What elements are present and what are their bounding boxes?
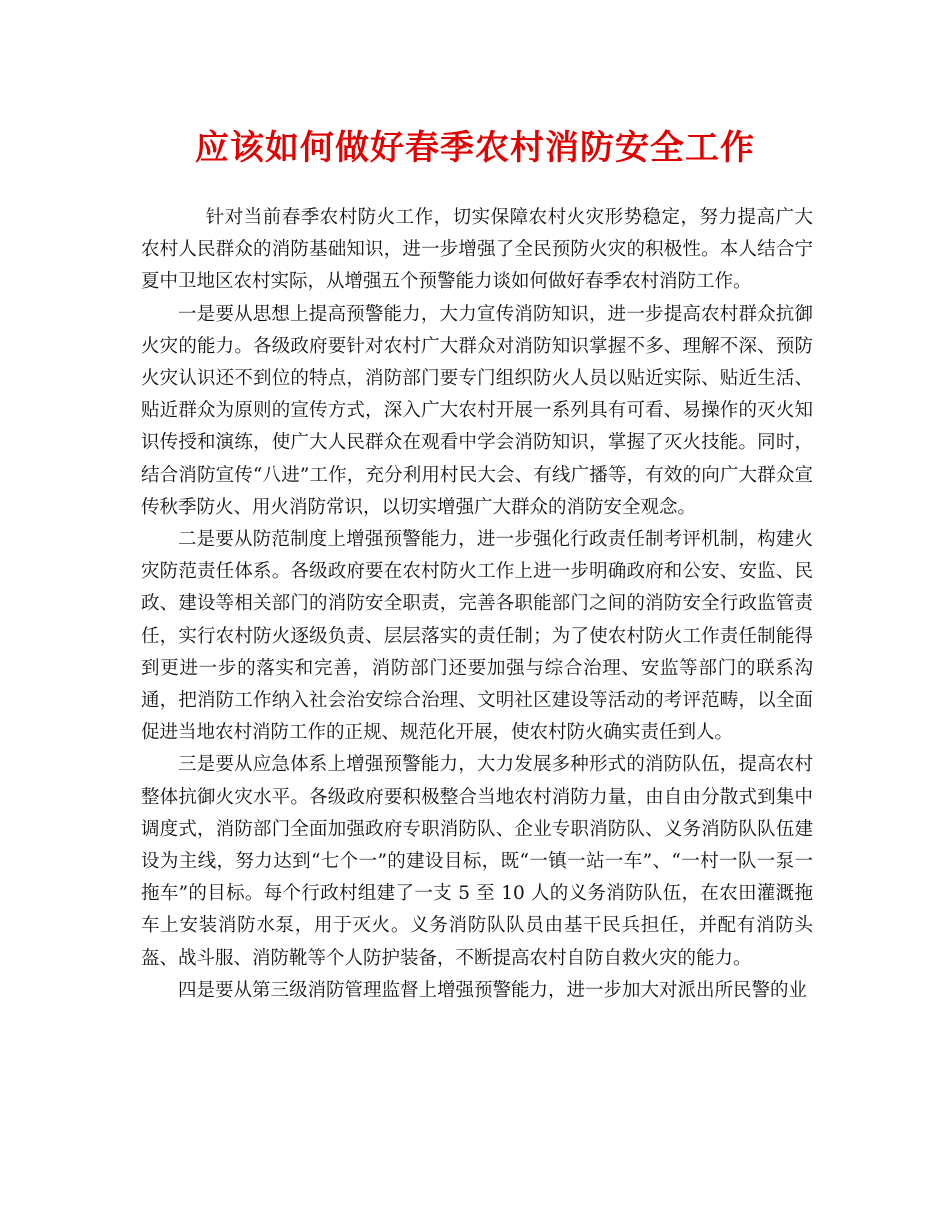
paragraph-point-1: 一是要从思想上提高预警能力，大力宣传消防知识，进一步提高农村群众抗御火灾的能力。各级政府要针对农村广大群众对消防知识掌握不多、理解不深、预防火灾认识还不到位的特点，消防部门要专门组织防火人员以贴近实际、贴近生活、贴近群众为原则的宣传方式，深入广大农村开展一系列具有可看、易操作的灭火知识传授和演练，使广大人民群众在观看中学会消防知识，掌握了灭火技能。同时，结合消防宣传“八进”工作，充分利用村民大会、有线广播等，有效的向广大群众宣传秋季防火、用火消防常识，以切实增强广大群众的消防安全观念。 xyxy=(141,303,813,518)
document-title: 应该如何做好春季农村消防安全工作 xyxy=(195,128,755,168)
document-body xyxy=(141,202,813,1007)
paragraph-point-3: 三是要从应急体系上增强预警能力，大力发展多种形式的消防队伍，提高农村整体抗御火灾水平。各级政府要积极整合当地农村消防力量，由自由分散式到集中调度式，消防部门全面加强政府专职消防队、企业专职消防队、义务消防队队伍建设为主线，努力达到“七个一”的建设目标，既“一镇一站一车”、“一村一队一泵一拖车”的目标。每个行政村组建了一支 5 至 10 人的义务消防队伍，在农田灌溉拖车上安装消防水泵，用于灭火。义务消防队队员由基干民兵担任，并配有消防头盔、战斗服、消防靴等个人防护装备，不断提高农村自防自救火灾的能力。 xyxy=(141,754,813,969)
paragraph-point-2: 二是要从防范制度上增强预警能力，进一步强化行政责任制考评机制，构建火灾防范责任体系。各级政府要在农村防火工作上进一步明确政府和公安、安监、民政、建设等相关部门的消防安全职责，完善各职能部门之间的消防安全行政监管责任，实行农村防火逐级负责、层层落实的责任制；为了使农村防火工作责任制能得到更进一步的落实和完善，消防部门还要加强与综合治理、安监等部门的联系沟通，把消防工作纳入社会治安综合治理、文明社区建设等活动的考评范畴，以全面促进当地农村消防工作的正规、规范化开展，使农村防火确实责任到人。 xyxy=(141,529,813,744)
paragraph-intro: 针对当前春季农村防火工作，切实保障农村火灾形势稳定，努力提高广大农村人民群众的消防基础知识，进一步增强了全民预防火灾的积极性。本人结合宁夏中卫地区农村实际，从增强五个预警能力谈如何做好春季农村消防工作。 xyxy=(141,207,813,293)
paragraph-point-4: 四是要从第三级消防管理监督上增强预警能力，进一步加大对派出所民警的业 xyxy=(178,979,808,1001)
